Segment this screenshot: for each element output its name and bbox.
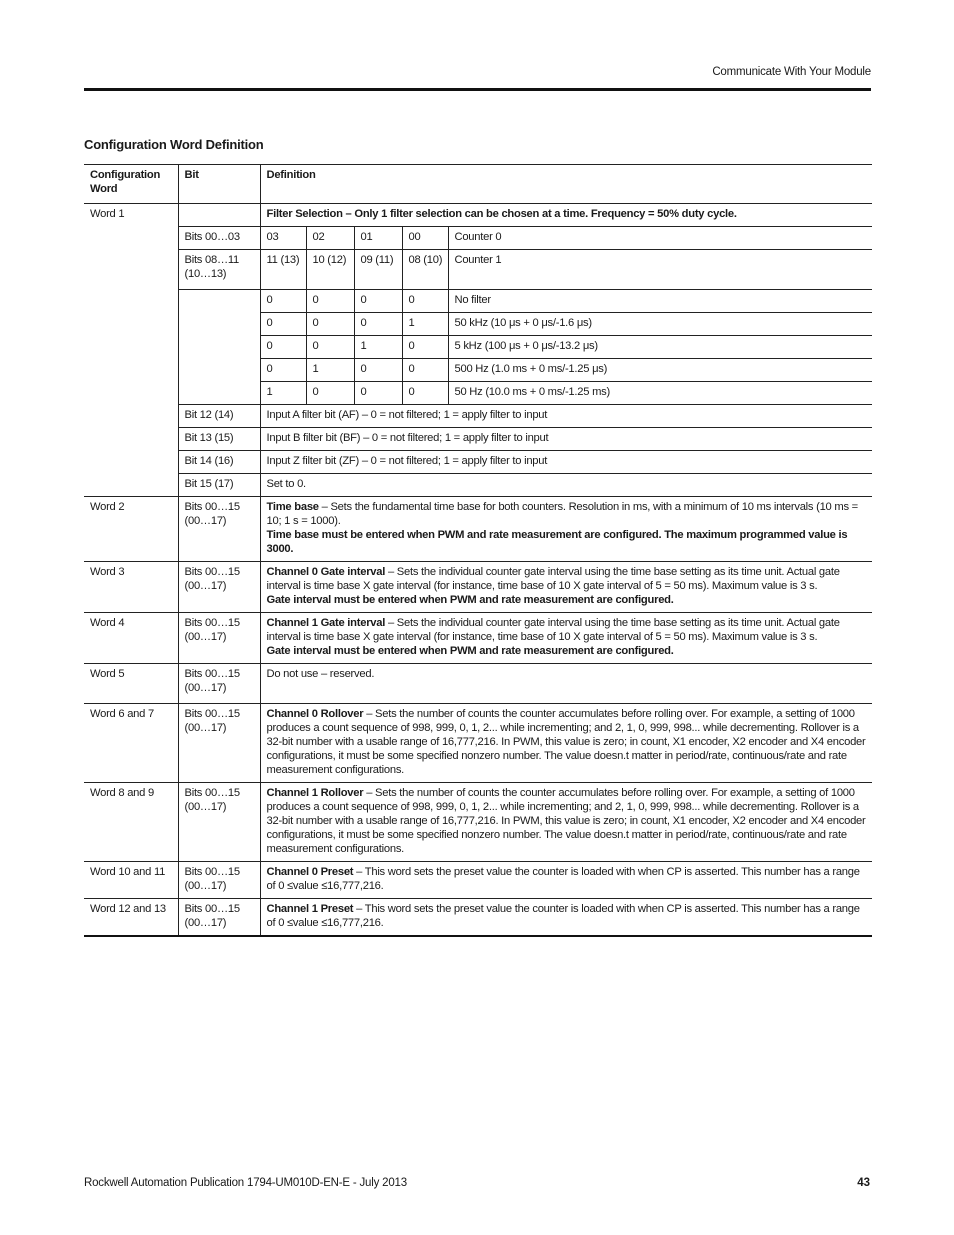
table-row bbox=[84, 497, 872, 562]
definition-cell: No filter bbox=[448, 290, 872, 313]
header-rule bbox=[84, 88, 871, 91]
footer-publication: Rockwell Automation Publication 1794-UM010D-EN-E - July 2013 bbox=[84, 1177, 407, 1189]
bit-cell: Bit 13 (15) bbox=[178, 428, 260, 451]
bit-value-cell: 0 bbox=[306, 290, 354, 313]
definition-text: – Sets the individual counter gate interval using the time base setting as its time unit. Actual gate interval is time base X gate interval (for instance, time base of 10 X gate interval of 5 = 50 ms). Maximum value is 3 s. bbox=[266, 566, 840, 592]
header-configuration-word: Configuration Word bbox=[84, 165, 178, 204]
definition-note: Time base must be entered when PWM and rate measurement are configured. The maximum programmed value is 3000. bbox=[266, 529, 848, 555]
definition-text: – Sets the fundamental time base for both counters. Resolution in ms, with a minimum of 10 ms intervals (10 ms = 10; 1 s = 1000). bbox=[266, 501, 858, 527]
table-row bbox=[84, 783, 872, 862]
bit-cell: Bits 00…15 (00…17) bbox=[178, 899, 260, 937]
definition-cell bbox=[260, 562, 872, 613]
table-row bbox=[84, 562, 872, 613]
definition-term: Channel 0 Gate interval bbox=[266, 566, 386, 578]
bit-value-cell: 0 bbox=[260, 290, 306, 313]
bit-value-cell: 0 bbox=[402, 359, 448, 382]
bit-cell: Bits 00…15 (00…17) bbox=[178, 704, 260, 783]
definition-cell: Counter 1 bbox=[448, 250, 872, 290]
word-cell: Word 8 and 9 bbox=[84, 783, 178, 862]
bit-value-cell: 0 bbox=[354, 290, 402, 313]
bit-value-cell: 0 bbox=[354, 313, 402, 336]
word-cell: Word 6 and 7 bbox=[84, 704, 178, 783]
bit-value-cell: 1 bbox=[306, 359, 354, 382]
bit-value-cell: 11 (13) bbox=[260, 250, 306, 290]
bit-cell bbox=[178, 290, 260, 405]
definition-text: Do not use – reserved. bbox=[266, 668, 375, 680]
filter-selection-heading: Filter Selection – Only 1 filter selection can be chosen at a time. Frequency = 50% duty cycle. bbox=[260, 204, 872, 227]
definition-cell: Input Z filter bit (ZF) – 0 = not filtered; 1 = apply filter to input bbox=[260, 451, 872, 474]
bit-value-cell: 0 bbox=[306, 313, 354, 336]
definition-cell bbox=[260, 613, 872, 664]
running-header: Communicate With Your Module bbox=[712, 66, 871, 78]
definition-note: Gate interval must be entered when PWM and rate measurement are configured. bbox=[266, 645, 674, 657]
bit-cell: Bits 00…15 (00…17) bbox=[178, 613, 260, 664]
word-cell: Word 10 and 11 bbox=[84, 862, 178, 899]
definition-cell: 500 Hz (1.0 ms + 0 ms/-1.25 μs) bbox=[448, 359, 872, 382]
definition-cell: 5 kHz (100 μs + 0 μs/-13.2 μs) bbox=[448, 336, 872, 359]
bit-value-cell: 01 bbox=[354, 227, 402, 250]
word-cell: Word 2 bbox=[84, 497, 178, 562]
definition-cell bbox=[260, 664, 872, 704]
bit-value-cell: 0 bbox=[402, 290, 448, 313]
definition-text: – Sets the number of counts the counter accumulates before rolling over. For example, a setting of 1000 produces a count sequence of 998, 999, 0, 1, 2... while incrementing; and 2, 1, 0, 999, 998... while decrementing. Rollover is a 32-bit number with a usable range of 16,777,216. In PWM, this value is zero; in count, X1 encoder, X2 encoder and X4 encoder configurations, it must be some specified nonzero number. The value doesn.t matter in period/rate, continuous/rate and rate measurement configurations. bbox=[266, 708, 866, 776]
header-bit: Bit bbox=[178, 165, 260, 204]
bit-value-cell: 0 bbox=[306, 382, 354, 405]
definition-cell: Set to 0. bbox=[260, 474, 872, 497]
header-definition: Definition bbox=[260, 165, 872, 204]
table-row bbox=[84, 227, 872, 250]
definition-text: – Sets the individual counter gate interval using the time base setting as its time unit. Actual gate interval is time base X gate interval (for instance, time base of 10 X gate interval of 5 = 50 ms). Maximum value is 3 s. bbox=[266, 617, 840, 643]
table-row bbox=[84, 664, 872, 704]
bit-cell: Bits 00…15 (00…17) bbox=[178, 862, 260, 899]
bit-value-cell: 0 bbox=[402, 382, 448, 405]
definition-note: Gate interval must be entered when PWM and rate measurement are configured. bbox=[266, 594, 674, 606]
bit-value-cell: 0 bbox=[402, 336, 448, 359]
bit-value-cell: 0 bbox=[260, 359, 306, 382]
table-row bbox=[84, 704, 872, 783]
bit-value-cell: 1 bbox=[402, 313, 448, 336]
table-header-row bbox=[84, 165, 872, 204]
word-cell: Word 1 bbox=[84, 204, 178, 497]
bit-value-cell: 0 bbox=[260, 336, 306, 359]
table-row bbox=[84, 428, 872, 451]
bit-cell: Bit 15 (17) bbox=[178, 474, 260, 497]
table-row bbox=[84, 613, 872, 664]
table-row bbox=[84, 405, 872, 428]
definition-cell: 50 kHz (10 μs + 0 μs/-1.6 μs) bbox=[448, 313, 872, 336]
definition-text: – Sets the number of counts the counter accumulates before rolling over. For example, a setting of 1000 produces a count sequence of 998, 999, 0, 1, 2... while incrementing; and 2, 1, 0, 999, 998... while decrementing. Rollover is a 32-bit number with a usable range of 16,777,216. In PWM, this value is zero; in count, X1 encoder, X2 encoder and X4 encoder configurations, it must be some specified nonzero number. The value doesn.t matter in period/rate, continuous/rate and rate measurement configurations. bbox=[266, 787, 866, 855]
bit-cell: Bits 00…15 (00…17) bbox=[178, 562, 260, 613]
word-cell: Word 4 bbox=[84, 613, 178, 664]
definition-text: – This word sets the preset value the counter is loaded with when CP is asserted. This number has a range of 0 ≤value ≤16,777,216. bbox=[266, 866, 860, 892]
word-cell: Word 12 and 13 bbox=[84, 899, 178, 937]
bit-cell: Bits 00…15 (00…17) bbox=[178, 497, 260, 562]
bit-cell: Bits 08…11 (10…13) bbox=[178, 250, 260, 290]
bit-value-cell: 1 bbox=[354, 336, 402, 359]
bit-value-cell: 0 bbox=[260, 313, 306, 336]
bit-cell: Bits 00…15 (00…17) bbox=[178, 664, 260, 704]
configuration-word-table bbox=[84, 164, 872, 937]
table-row bbox=[84, 290, 872, 313]
bit-value-cell: 08 (10) bbox=[402, 250, 448, 290]
bit-value-cell: 0 bbox=[306, 336, 354, 359]
bit-cell: Bit 14 (16) bbox=[178, 451, 260, 474]
definition-cell: Input B filter bit (BF) – 0 = not filtered; 1 = apply filter to input bbox=[260, 428, 872, 451]
bit-value-cell: 0 bbox=[354, 382, 402, 405]
table-row bbox=[84, 474, 872, 497]
definition-cell: 50 Hz (10.0 ms + 0 ms/-1.25 ms) bbox=[448, 382, 872, 405]
table-row bbox=[84, 862, 872, 899]
definition-cell: Input A filter bit (AF) – 0 = not filtered; 1 = apply filter to input bbox=[260, 405, 872, 428]
word-cell: Word 5 bbox=[84, 664, 178, 704]
bit-cell bbox=[178, 204, 260, 227]
bit-cell: Bits 00…03 bbox=[178, 227, 260, 250]
section-title: Configuration Word Definition bbox=[84, 137, 264, 152]
page-number: 43 bbox=[857, 1177, 870, 1189]
bit-value-cell: 1 bbox=[260, 382, 306, 405]
table-row bbox=[84, 204, 872, 227]
word-cell: Word 3 bbox=[84, 562, 178, 613]
bit-value-cell: 0 bbox=[354, 359, 402, 382]
definition-term: Time base bbox=[266, 501, 319, 513]
definition-cell bbox=[260, 862, 872, 899]
table-row bbox=[84, 250, 872, 290]
table-row bbox=[84, 899, 872, 937]
definition-text: – This word sets the preset value the counter is loaded with when CP is asserted. This number has a range of 0 ≤value ≤16,777,216. bbox=[266, 903, 860, 929]
definition-term: Channel 1 Gate interval bbox=[266, 617, 386, 629]
bit-value-cell: 09 (11) bbox=[354, 250, 402, 290]
definition-term: Channel 0 Rollover bbox=[266, 708, 364, 720]
definition-cell bbox=[260, 899, 872, 937]
bit-cell: Bit 12 (14) bbox=[178, 405, 260, 428]
bit-value-cell: 10 (12) bbox=[306, 250, 354, 290]
definition-cell bbox=[260, 704, 872, 783]
bit-value-cell: 02 bbox=[306, 227, 354, 250]
definition-cell bbox=[260, 783, 872, 862]
bit-value-cell: 03 bbox=[260, 227, 306, 250]
definition-term: Channel 1 Rollover bbox=[266, 787, 364, 799]
definition-cell: Counter 0 bbox=[448, 227, 872, 250]
definition-cell bbox=[260, 497, 872, 562]
definition-term: Channel 0 Preset bbox=[266, 866, 354, 878]
table-row bbox=[84, 451, 872, 474]
definition-term: Channel 1 Preset bbox=[266, 903, 354, 915]
bit-cell: Bits 00…15 (00…17) bbox=[178, 783, 260, 862]
bit-value-cell: 00 bbox=[402, 227, 448, 250]
